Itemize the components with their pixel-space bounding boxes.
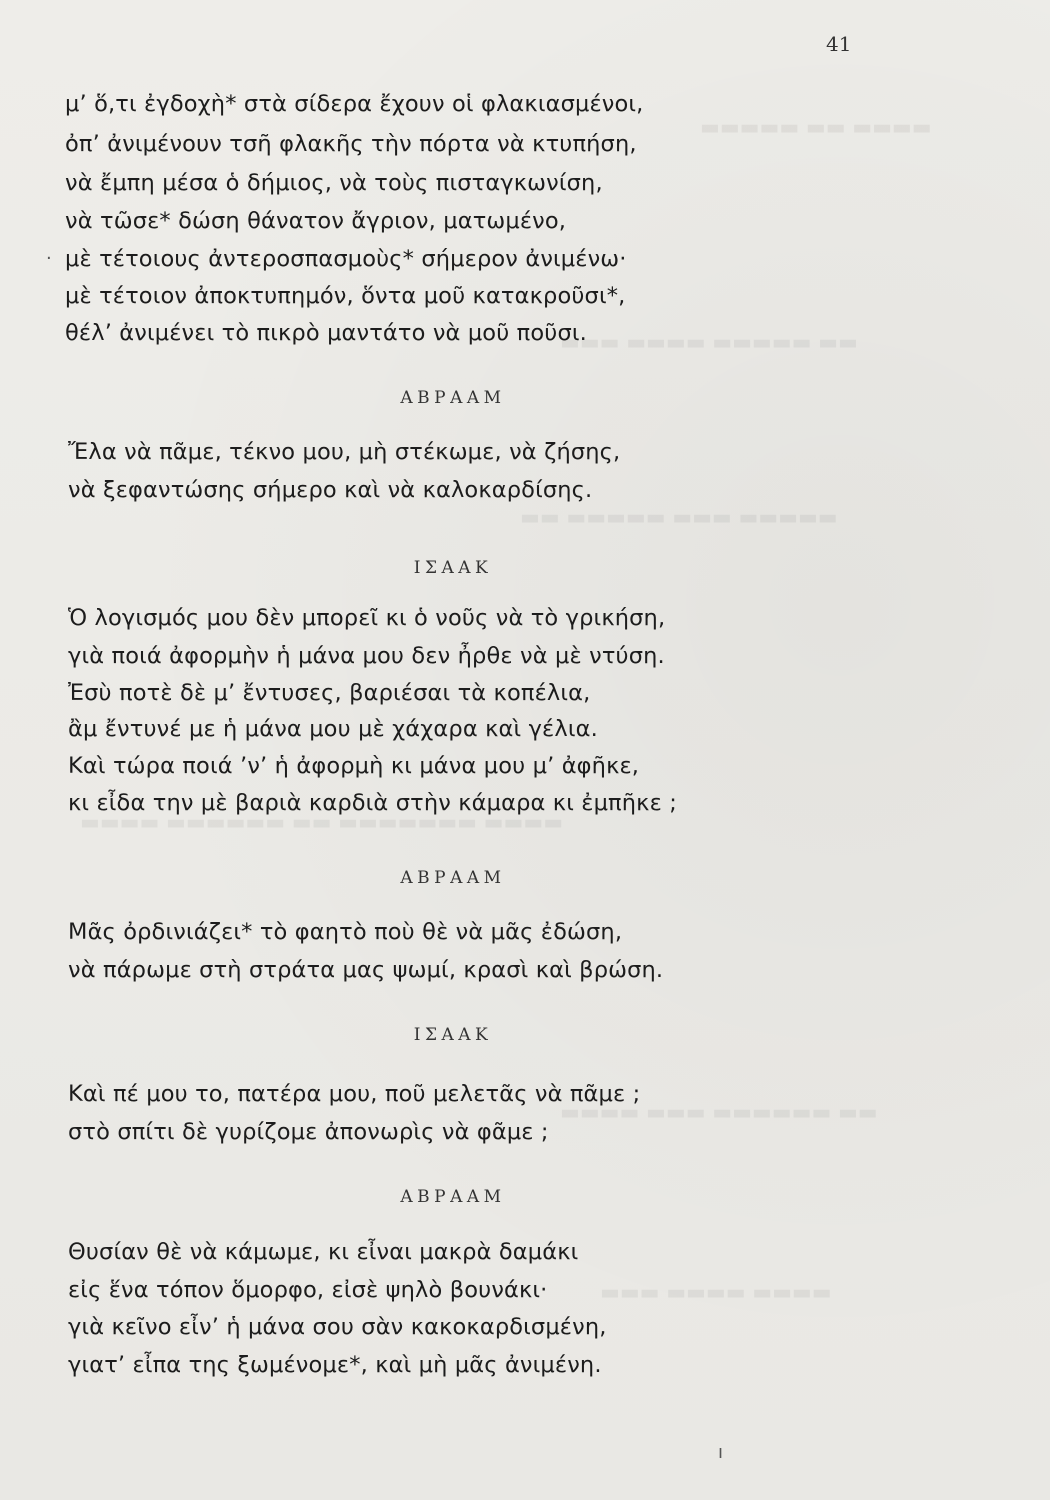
speaker-heading: ΑΒΡΑΑΜ: [400, 388, 506, 408]
page-number: 41: [826, 32, 852, 56]
verse-line: γιατ’ εἶπα της ξωμένομε*, καὶ μὴ μᾶς ἀνιμένη.: [68, 1352, 602, 1378]
verse-line: Ἐσὺ ποτὲ δὲ μ’ ἔντυσες, βαριέσαι τὰ κοπέλια,: [68, 680, 591, 706]
verse-line: Καὶ τώρα ποιά ’ν’ ἡ ἀφορμὴ κι μάνα μου μ’ ἀφῆκε,: [68, 753, 640, 779]
verse-line: Καὶ πέ μου το, πατέρα μου, ποῦ μελετᾶς νὰ πᾶμε ;: [68, 1081, 641, 1107]
bleed-through-texture: ▬▬▬ ▬▬▬▬ ▬▬▬▬: [600, 1280, 832, 1304]
speaker-heading: ΙΣΑΑΚ: [413, 558, 493, 578]
verse-line: στὸ σπίτι δὲ γυρίζομε ἀπονωρὶς νὰ φᾶμε ;: [68, 1119, 549, 1145]
bleed-through-texture: ▬▬▬ ▬▬▬▬ ▬▬▬▬▬ ▬▬: [560, 330, 858, 354]
verse-line: Ἔλα νὰ πᾶμε, τέκνο μου, μὴ στέκωμε, νὰ ζήσης,: [68, 439, 621, 465]
verse-line: κι εἶδα την μὲ βαριὰ καρδιὰ στὴν κάμαρα κι ἐμπῆκε ;: [68, 790, 677, 816]
verse-line: νὰ πάρωμε στὴ στράτα μας ψωμί, κρασὶ καὶ βρώση.: [68, 957, 664, 983]
verse-line: νὰ ξεφαντώσης σήμερο καὶ νὰ καλοκαρδίσης.: [68, 477, 593, 503]
speaker-heading: ΙΣΑΑΚ: [413, 1025, 493, 1045]
verse-line: μὲ τέτοιον ἀποκτυπημόν, ὅντα μοῦ κατακροῦσι*,: [65, 283, 626, 309]
bleed-through-texture: ▬▬▬▬ ▬▬▬ ▬▬▬▬▬▬ ▬▬: [560, 1100, 878, 1124]
verse-line: ὀπ’ ἀνιμένουν τσῆ φλακῆς τὴν πόρτα νὰ κτυπήση,: [65, 131, 637, 157]
verse-line: γιὰ ποιά ἀφορμὴν ἡ μάνα μου δεν ἦρθε νὰ μὲ ντύση.: [68, 643, 665, 669]
verse-line: νὰ ἔμπη μέσα ὁ δήμιος, νὰ τοὺς πισταγκωνίση,: [65, 170, 603, 196]
verse-line: εἰς ἕνα τόπον ὅμορφο, εἰσὲ ψηλὸ βουνάκι·: [68, 1277, 548, 1303]
verse-line: Μᾶς ὀρδινιάζει* τὸ φαητὸ ποὺ θὲ νὰ μᾶς ἐδώση,: [68, 919, 623, 945]
verse-line: νὰ τῶσε* δώση θάνατον ἄγριον, ματωμένο,: [65, 208, 567, 234]
verse-line: θέλ’ ἀνιμένει τὸ πικρὸ μαντάτο νὰ μοῦ ποῦσι.: [65, 320, 587, 346]
bleed-through-texture: ▬▬▬▬ ▬▬▬▬▬▬ ▬▬ ▬▬▬▬▬▬▬ ▬▬▬▬: [80, 810, 564, 834]
bleed-through-texture: ▬▬ ▬▬▬▬▬ ▬▬▬ ▬▬▬▬▬: [520, 505, 838, 529]
bleed-through-texture: ▬▬▬▬▬ ▬▬ ▬▬▬▬: [700, 115, 932, 139]
verse-line: Θυσίαν θὲ νὰ κάμωμε, κι εἶναι μακρὰ δαμάκι: [68, 1239, 579, 1265]
verse-line: γιὰ κεῖνο εἶν’ ἡ μάνα σου σὰν κακοκαρδισμένη,: [68, 1314, 607, 1340]
stray-mark: ı: [718, 1442, 724, 1463]
speaker-heading: ΑΒΡΑΑΜ: [400, 1187, 506, 1207]
verse-line: μ’ ὅ,τι ἐγδοχὴ* στὰ σίδερα ἔχουν οἱ φλακιασμένοι,: [65, 91, 644, 117]
stray-mark: ·: [46, 248, 52, 269]
speaker-heading: ΑΒΡΑΑΜ: [400, 868, 506, 888]
verse-line: μὲ τέτοιους ἀντεροσπασμοὺς* σήμερον ἀνιμένω·: [65, 246, 627, 272]
verse-line: Ὁ λογισμός μου δὲν μπορεῖ κι ὁ νοῦς νὰ τὸ γρικήση,: [68, 605, 666, 631]
verse-line: ἂμ ἔντυνέ με ἡ μάνα μου μὲ χάχαρα καὶ γέλια.: [68, 716, 598, 742]
